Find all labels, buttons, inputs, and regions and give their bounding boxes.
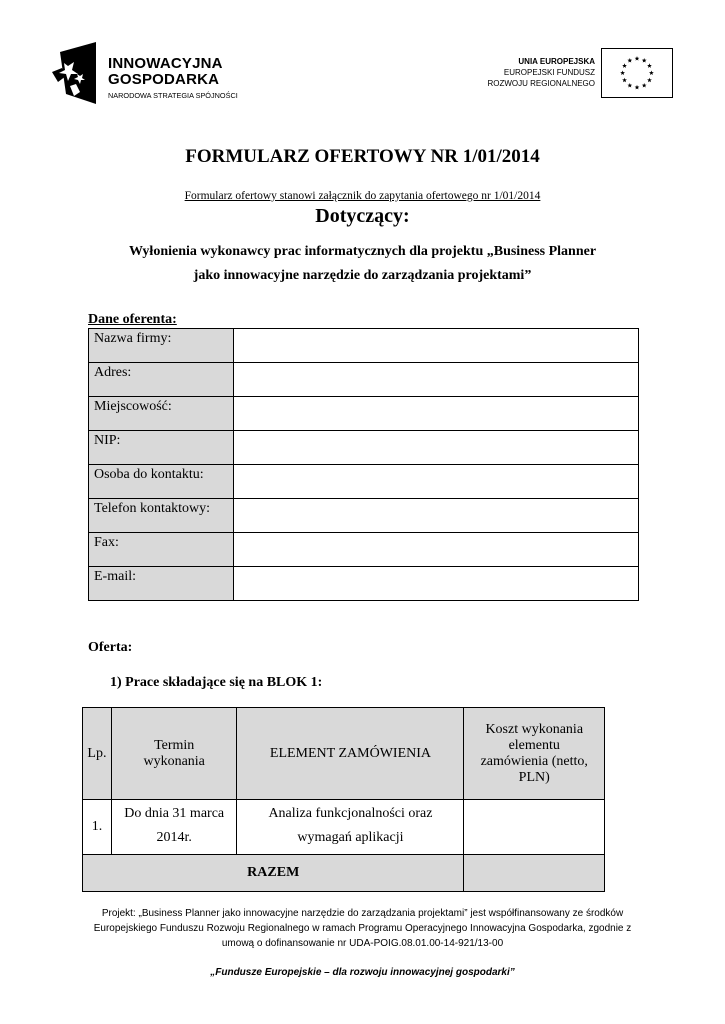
offer-heading: Oferta: <box>88 640 133 655</box>
header-term <box>111 708 237 800</box>
eu-star-icon <box>647 63 652 68</box>
footer-slogan: „Fundusze Europejskie – dla rozwoju innowacyjnej gospodarki” <box>210 967 515 978</box>
attachment-note-text: Formularz ofertowy stanowi załącznik do zapytania ofertowego nr 1/01/2014 <box>184 190 541 202</box>
header-term-line: wykonania <box>143 753 205 769</box>
fax-field[interactable] <box>234 533 639 567</box>
logo-line-2: GOSPODARKA <box>108 71 220 88</box>
row-lp: 1. <box>83 800 112 855</box>
offeror-row <box>89 363 639 397</box>
eu-logo-text <box>487 56 595 89</box>
subject-line-1: Wyłonienia wykonawcy prac informatycznych dla projektu „Business Planner <box>128 244 597 259</box>
offeror-row <box>89 499 639 533</box>
eu-logo-line-3: ROZWOJU REGIONALNEGO <box>487 79 595 88</box>
innowacyjna-gospodarka-logo <box>52 42 262 104</box>
row-term-line: 2014r. <box>156 830 192 845</box>
row-element-line: wymagań aplikacji <box>297 830 404 845</box>
header-term-line: Termin <box>154 737 195 753</box>
logo-line-1: INNOWACYJNA <box>108 55 223 72</box>
table-row <box>83 800 605 855</box>
offeror-row <box>89 465 639 499</box>
company-name-field[interactable] <box>234 329 639 363</box>
city-field[interactable] <box>234 397 639 431</box>
eu-star-icon <box>620 71 625 76</box>
eu-star-icon <box>647 78 652 83</box>
header-cost-line: zamówienia (netto, <box>480 753 588 769</box>
offeror-label: E-mail: <box>89 567 234 601</box>
logo-line-3: NARODOWA STRATEGIA SPÓJNOŚCI <box>108 91 238 100</box>
eu-star-icon <box>642 83 647 88</box>
email-field[interactable] <box>234 567 639 601</box>
offeror-label: NIP: <box>89 431 234 465</box>
subject-line-2: jako innowacyjne narzędzie do zarządzania projektami” <box>193 268 532 283</box>
offeror-label: Miejscowość: <box>89 397 234 431</box>
header-lp: Lp. <box>83 708 112 800</box>
offeror-label: Telefon kontaktowy: <box>89 499 234 533</box>
offeror-table <box>88 328 639 601</box>
eu-star-icon <box>635 85 640 90</box>
innowacyjna-gospodarka-emblem-icon <box>52 42 96 104</box>
offeror-row <box>89 533 639 567</box>
attachment-note <box>0 190 725 202</box>
eu-flag-icon <box>601 48 673 98</box>
block1-heading: 1) Prace składające się na BLOK 1: <box>110 675 323 690</box>
offeror-row <box>89 567 639 601</box>
offeror-row <box>89 397 639 431</box>
offeror-label: Fax: <box>89 533 234 567</box>
eu-logo <box>433 48 673 98</box>
offeror-row <box>89 431 639 465</box>
footer-project-note: Projekt: „Business Planner jako innowacyjne narzędzie do zarządzania projektami” jest współfinansowany ze środków Europejskiego Funduszu Rozwoju Regionalnego w ramach Programu Operacyjnego Innowacyjna Gospodarka, zgodnie z umową o dofinansowanie nr UDA-POIG.08.01.00-14-921/13-00 <box>93 908 632 949</box>
total-label: RAZEM <box>83 855 464 892</box>
eu-star-icon <box>649 71 654 76</box>
row-term-line: Do dnia 31 marca <box>124 806 225 821</box>
block1-table <box>82 707 605 892</box>
phone-field[interactable] <box>234 499 639 533</box>
eu-star-icon <box>627 58 632 63</box>
eu-star-icon <box>622 63 627 68</box>
eu-star-icon <box>642 58 647 63</box>
row-term <box>111 800 237 855</box>
header-element: ELEMENT ZAMÓWIENIA <box>237 708 464 800</box>
header-cost-line: PLN) <box>518 769 550 785</box>
contact-person-field[interactable] <box>234 465 639 499</box>
eu-star-icon <box>622 78 627 83</box>
offeror-row <box>89 329 639 363</box>
eu-logo-line-1: UNIA EUROPEJSKA <box>518 57 595 66</box>
nip-field[interactable] <box>234 431 639 465</box>
subject-heading: Dotyczący: <box>315 205 410 227</box>
offeror-label: Nazwa firmy: <box>89 329 234 363</box>
form-title: FORMULARZ OFERTOWY NR 1/01/2014 <box>185 146 540 167</box>
row-element-line: Analiza funkcjonalności oraz <box>268 806 433 821</box>
header-cost-line: Koszt wykonania <box>485 721 584 737</box>
offeror-label: Osoba do kontaktu: <box>89 465 234 499</box>
total-row <box>83 855 605 892</box>
address-field[interactable] <box>234 363 639 397</box>
row-element <box>237 800 464 855</box>
eu-logo-line-2: EUROPEJSKI FUNDUSZ <box>503 68 595 77</box>
header-cost-line: elementu <box>508 737 560 753</box>
eu-star-icon <box>627 83 632 88</box>
offeror-label: Adres: <box>89 363 234 397</box>
cost-field[interactable] <box>464 800 605 855</box>
eu-star-icon <box>635 56 640 61</box>
offeror-heading: Dane oferenta: <box>88 312 177 327</box>
total-cost-field[interactable] <box>464 855 605 892</box>
header-cost <box>464 708 605 800</box>
table-header-row <box>83 708 605 800</box>
